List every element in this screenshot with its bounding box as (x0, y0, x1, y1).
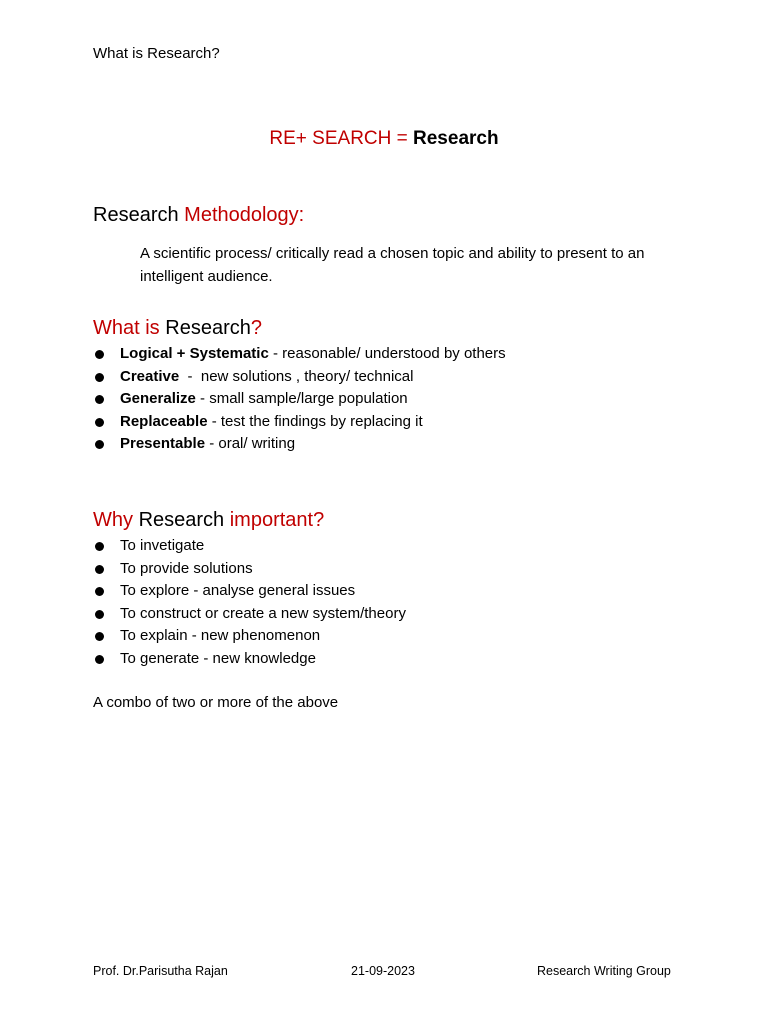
footer-date: 21-09-2023 (351, 964, 415, 978)
bullet-dot-icon (95, 610, 104, 619)
list-item (93, 580, 406, 603)
methodology-heading-red: Methodology: (184, 204, 305, 226)
bullet-dot-icon (95, 587, 104, 596)
why-list (93, 535, 406, 671)
item-desc: - reasonable/ understood by others (268, 345, 506, 362)
item-desc: - small sample/large population (195, 390, 408, 408)
why-heading-red-2: important? (229, 509, 325, 531)
item-term: Logical + Systematic (120, 345, 269, 362)
why-heading (93, 509, 324, 532)
item-term: Generalize (120, 390, 196, 408)
item-desc: - new solutions , theory/ technical (179, 367, 414, 385)
item-desc: - test the findings by replacing it (207, 412, 423, 430)
item-text: To invetigate (120, 537, 205, 554)
bullet-dot-icon (95, 418, 104, 427)
item-text: To explain - new phenomenon (120, 627, 321, 645)
what-is-heading-black: Research (165, 317, 251, 339)
formula-prefix: RE+ SEARCH = (269, 128, 414, 149)
list-item (93, 388, 506, 411)
list-item (93, 411, 506, 434)
list-item (93, 433, 506, 456)
item-desc: - oral/ writing (205, 435, 296, 453)
footer-author: Prof. Dr.Parisutha Rajan (93, 964, 228, 978)
item-term: Presentable (120, 435, 206, 453)
list-item (93, 648, 406, 671)
what-is-heading-red-2: ? (250, 317, 262, 339)
methodology-heading-black: Research (93, 204, 185, 226)
list-item (93, 603, 406, 626)
item-text: To provide solutions (120, 559, 253, 577)
bullet-dot-icon (95, 565, 104, 574)
methodology-heading (93, 204, 304, 227)
why-heading-red-1: Why (93, 509, 139, 531)
bullet-dot-icon (95, 350, 104, 359)
bullet-dot-icon (95, 632, 104, 641)
item-term: Creative (120, 367, 180, 385)
list-item (93, 343, 506, 366)
item-text: To construct or create a new system/theory (120, 604, 406, 622)
methodology-description: A scientific process/ critically read a chosen topic and ability to present to an intelligent audience. (140, 245, 645, 285)
page-header: What is Research? (93, 45, 220, 62)
formula-result: Research (413, 128, 499, 149)
bullet-dot-icon (95, 655, 104, 664)
research-formula (0, 128, 768, 150)
why-heading-black: Research (138, 509, 230, 531)
combo-text: A combo of two or more of the above (93, 694, 339, 711)
bullet-dot-icon (95, 373, 104, 382)
what-is-list (93, 343, 506, 456)
item-term: Replaceable (120, 412, 208, 430)
list-item (93, 535, 406, 558)
what-is-heading (93, 317, 262, 340)
bullet-dot-icon (95, 440, 104, 449)
bullet-dot-icon (95, 395, 104, 404)
item-text: To explore - analyse general issues (120, 582, 356, 600)
item-text: To generate - new knowledge (120, 649, 316, 667)
bullet-dot-icon (95, 542, 104, 551)
list-item (93, 558, 406, 581)
what-is-heading-red-1: What is (93, 317, 166, 339)
list-item (93, 366, 506, 389)
list-item (93, 625, 406, 648)
footer-group: Research Writing Group (537, 964, 671, 978)
